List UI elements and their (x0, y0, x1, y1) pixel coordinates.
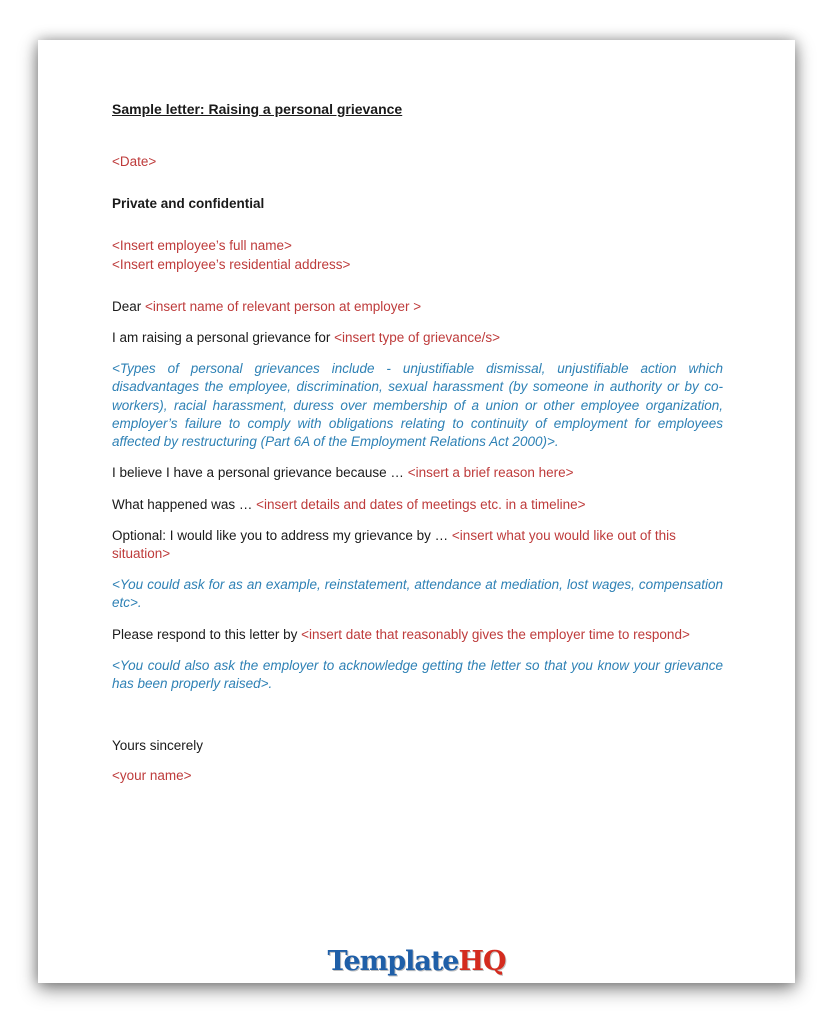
optional-line (112, 527, 723, 563)
acknowledge-note: <You could also ask the employer to acknowledge getting the letter so that you know your grievance has been properly raised>. (112, 657, 723, 692)
employee-name-placeholder: <Insert employee’s full name> (112, 238, 292, 254)
happened-line (112, 496, 723, 514)
salutation-prefix: Dear (112, 298, 146, 314)
optional-prefix: Optional: I would like you to address my grievance by … (112, 527, 452, 543)
employee-address-placeholder: <Insert employee’s residential address> (112, 256, 351, 272)
believe-prefix: I believe I have a personal grievance because … (112, 465, 408, 481)
letter-page (38, 40, 795, 983)
opening-line (112, 329, 723, 347)
respond-placeholder: <insert date that reasonably gives the employer time to respond> (301, 626, 690, 642)
signature-placeholder: <your name> (112, 768, 192, 784)
happened-prefix: What happened was … (112, 496, 257, 512)
salutation-line (112, 298, 723, 316)
grievance-types-note: <Types of personal grievances include - unjustifiable dismissal, unjustifiable action which disadvantages the employee, discrimination, sexual harassment (by someone in authority or by co-workers), racial harassment, duress over membership of a union or other employee organization, employer’s failure to comply with obligations relating to continuity of employment for employees affected by restructuring (Part 6A of the Employment Relations Act 2000)>. (112, 361, 723, 450)
templatehq-logo (327, 948, 505, 975)
date-placeholder: <Date> (112, 153, 157, 169)
believe-line (112, 464, 723, 482)
optional-placeholder: <insert what you would like out of this situation> (112, 527, 676, 561)
footer (38, 948, 795, 975)
believe-placeholder: <insert a brief reason here> (407, 465, 574, 481)
closing-line: Yours sincerely (112, 738, 204, 754)
opening-prefix: I am raising a personal grievance for (112, 329, 335, 345)
confidential-label: Private and confidential (112, 196, 265, 212)
ask-example-note: <You could ask for as an example, reinstatement, attendance at mediation, lost wages, compensation etc>. (112, 577, 723, 611)
respond-prefix: Please respond to this letter by (112, 626, 302, 642)
respond-line (112, 626, 723, 644)
logo-part-hq: HQ (458, 946, 506, 977)
employee-address-block (112, 237, 723, 273)
opening-placeholder: <insert type of grievance/s> (334, 329, 500, 345)
letter-title: Sample letter: Raising a personal grievance (112, 101, 403, 117)
logo-part-template: Template (327, 946, 459, 977)
happened-placeholder: <insert details and dates of meetings etc. in a timeline> (256, 496, 586, 512)
letter-content (38, 40, 795, 786)
salutation-placeholder: <insert name of relevant person at employer > (145, 298, 422, 314)
